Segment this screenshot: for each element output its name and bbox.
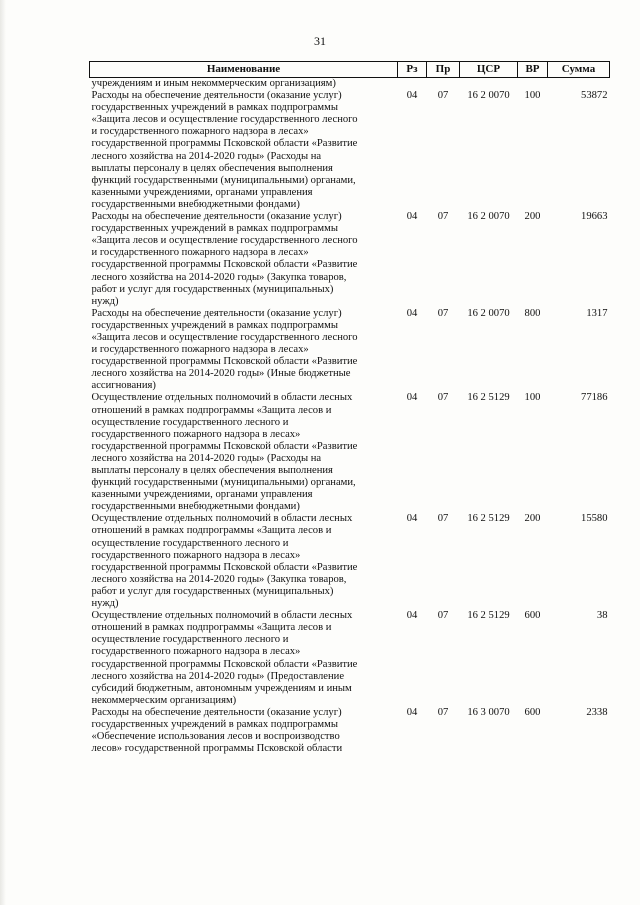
row-name-line: государственных учреждений в рамках подпрограммы: [91, 319, 338, 331]
continuation-text: учреждениям и иным некоммерческим организациям): [91, 78, 336, 89]
row-name-line: Осуществление отдельных полномочий в области лесных: [91, 513, 353, 525]
row-rz: 04: [406, 610, 418, 622]
row-name-line: лесного хозяйства на 2014-2020 годы» (Предоставление: [91, 670, 345, 682]
row-pr: 07: [437, 211, 449, 223]
row-name-line: осуществление государственного лесного и: [91, 634, 289, 646]
row-name-line: государственными внебюджетными фондами): [91, 198, 300, 210]
table-row: [90, 90, 610, 211]
row-csr: 16 2 5129: [467, 392, 510, 404]
row-name: [90, 707, 398, 755]
row-name-line: отношений в рамках подпрограммы «Защита лесов и: [91, 622, 332, 634]
header-pr: Пр: [427, 62, 460, 78]
row-name-line: государственной программы Псковской области «Развитие: [91, 259, 358, 271]
row-rz: 04: [406, 706, 418, 718]
row-csr: 16 2 5129: [467, 610, 510, 622]
row-name-line: лесного хозяйства на 2014-2020 годы» (Закупка товаров,: [91, 271, 347, 283]
table-row: [90, 707, 610, 755]
row-name-line: лесного хозяйства на 2014-2020 годы» (Закупка товаров,: [91, 573, 347, 585]
row-name-line: лесного хозяйства на 2014-2020 годы» (Расходы на: [91, 150, 322, 162]
row-name-line: работ и услуг для государственных (муниципальных): [91, 283, 334, 295]
row-name-line: отношений в рамках подпрограммы «Защита лесов и: [91, 404, 332, 416]
row-pr: 07: [437, 90, 449, 102]
row-pr: 07: [437, 307, 449, 319]
row-name-line: функций государственными (муниципальными) органами,: [91, 477, 356, 489]
row-name-line: государственной программы Псковской области «Развитие: [91, 138, 358, 150]
row-rz: 04: [406, 307, 418, 319]
row-name-line: «Защита лесов и осуществление государственного лесного: [91, 114, 358, 126]
row-name: [90, 90, 398, 211]
row-name-line: «Обеспечение использования лесов и воспроизводство: [91, 731, 340, 743]
table-row: [90, 513, 610, 610]
scan-edge: [0, 0, 6, 905]
row-name-line: Расходы на обеспечение деятельности (оказание услуг): [91, 307, 342, 319]
row-vr: 600: [524, 610, 541, 622]
row-sum: 19663: [581, 211, 608, 223]
row-name-line: государственной программы Псковской области «Развитие: [91, 440, 358, 452]
row-rz: 04: [406, 392, 418, 404]
header-name: Наименование: [90, 62, 398, 78]
table-row: [90, 392, 610, 513]
row-vr: 800: [524, 307, 541, 319]
row-name-line: государственных учреждений в рамках подпрограммы: [91, 223, 338, 235]
table-header-row: [90, 62, 610, 78]
row-name-line: государственных учреждений в рамках подпрограммы: [91, 718, 338, 730]
row-vr: 200: [524, 513, 541, 525]
row-name-line: казенными учреждениями, органами управления: [91, 489, 313, 501]
row-csr: 16 3 0070: [467, 706, 510, 718]
row-name: [90, 308, 398, 393]
row-name-line: некоммерческим организациям): [91, 694, 237, 706]
row-name-line: осуществление государственного лесного и: [91, 537, 289, 549]
table-row: [90, 308, 610, 393]
row-sum: 2338: [586, 706, 608, 718]
row-name-line: Осуществление отдельных полномочий в области лесных: [91, 610, 353, 622]
row-name-line: лесного хозяйства на 2014-2020 годы» (Иные бюджетные: [91, 368, 351, 380]
row-name-line: государственного пожарного надзора в лесах»: [91, 428, 301, 440]
header-csr: ЦСР: [460, 62, 518, 78]
row-sum: 15580: [581, 513, 608, 525]
header-sum: Сумма: [548, 62, 610, 78]
table-row: [90, 610, 610, 707]
row-name-line: Осуществление отдельных полномочий в области лесных: [91, 392, 353, 404]
row-name-line: государственного пожарного надзора в лесах»: [91, 549, 301, 561]
row-name: [90, 211, 398, 308]
row-name-line: выплаты персоналу в целях обеспечения выполнения: [91, 465, 333, 476]
row-name-line: «Защита лесов и осуществление государственного лесного: [91, 331, 358, 343]
header-vr: ВР: [518, 62, 548, 78]
row-name: [90, 392, 398, 513]
row-name-line: и государственного пожарного надзора в лесах»: [91, 344, 309, 356]
row-name-line: Расходы на обеспечение деятельности (оказание услуг): [91, 211, 342, 223]
row-name-line: функций государственными (муниципальными) органами,: [91, 174, 356, 186]
row-pr: 07: [437, 610, 449, 622]
row-name-line: субсидий бюджетным, автономным учреждениям и иным: [91, 682, 352, 694]
row-name-line: и государственного пожарного надзора в лесах»: [91, 126, 309, 138]
row-name-line: государственной программы Псковской области «Развитие: [91, 561, 358, 573]
row-sum: 77186: [581, 392, 608, 404]
row-name-line: ассигнования): [91, 380, 156, 392]
row-csr: 16 2 0070: [467, 211, 510, 223]
row-vr: 600: [524, 706, 541, 718]
row-rz: 04: [406, 211, 418, 223]
row-name: [90, 513, 398, 610]
row-name-line: Расходы на обеспечение деятельности (оказание услуг): [91, 706, 342, 718]
row-name-line: лесного хозяйства на 2014-2020 годы» (Расходы на: [91, 452, 322, 464]
row-name-line: государственными внебюджетными фондами): [91, 501, 300, 513]
row-rz: 04: [406, 513, 418, 525]
row-vr: 100: [524, 392, 541, 404]
row-name-line: нужд): [91, 295, 119, 307]
row-pr: 07: [437, 706, 449, 718]
continuation-row: [90, 78, 610, 91]
header-rz: Рз: [398, 62, 427, 78]
row-sum: 53872: [581, 90, 608, 102]
row-name-line: государственного пожарного надзора в лесах»: [91, 646, 301, 658]
row-csr: 16 2 0070: [467, 90, 510, 102]
row-rz: 04: [406, 90, 418, 102]
row-pr: 07: [437, 392, 449, 404]
page-number: 31: [314, 34, 326, 48]
table-row: [90, 211, 610, 308]
row-sum: 38: [596, 610, 608, 622]
row-name-line: лесов» государственной программы Псковской области: [91, 743, 343, 755]
row-name-line: государственных учреждений в рамках подпрограммы: [91, 102, 338, 114]
row-name-line: и государственного пожарного надзора в лесах»: [91, 247, 309, 259]
row-sum: 1317: [586, 307, 608, 319]
row-name-line: «Защита лесов и осуществление государственного лесного: [91, 235, 358, 247]
row-name-line: государственной программы Псковской области «Развитие: [91, 356, 358, 368]
row-name-line: Расходы на обеспечение деятельности (оказание услуг): [91, 90, 342, 102]
row-name-line: казенными учреждениями, органами управления: [91, 186, 313, 198]
row-name: [90, 610, 398, 707]
row-vr: 200: [524, 211, 541, 223]
row-name-line: выплаты персоналу в целях обеспечения выполнения: [91, 162, 333, 174]
row-name-line: государственной программы Псковской области «Развитие: [91, 658, 358, 670]
row-name-line: осуществление государственного лесного и: [91, 416, 289, 428]
budget-table: [89, 61, 610, 755]
row-csr: 16 2 5129: [467, 513, 510, 525]
row-name-line: работ и услуг для государственных (муниципальных): [91, 585, 334, 597]
row-name-line: отношений в рамках подпрограммы «Защита лесов и: [91, 525, 332, 537]
row-pr: 07: [437, 513, 449, 525]
row-csr: 16 2 0070: [467, 307, 510, 319]
row-name-line: нужд): [91, 598, 119, 610]
row-vr: 100: [524, 90, 541, 102]
